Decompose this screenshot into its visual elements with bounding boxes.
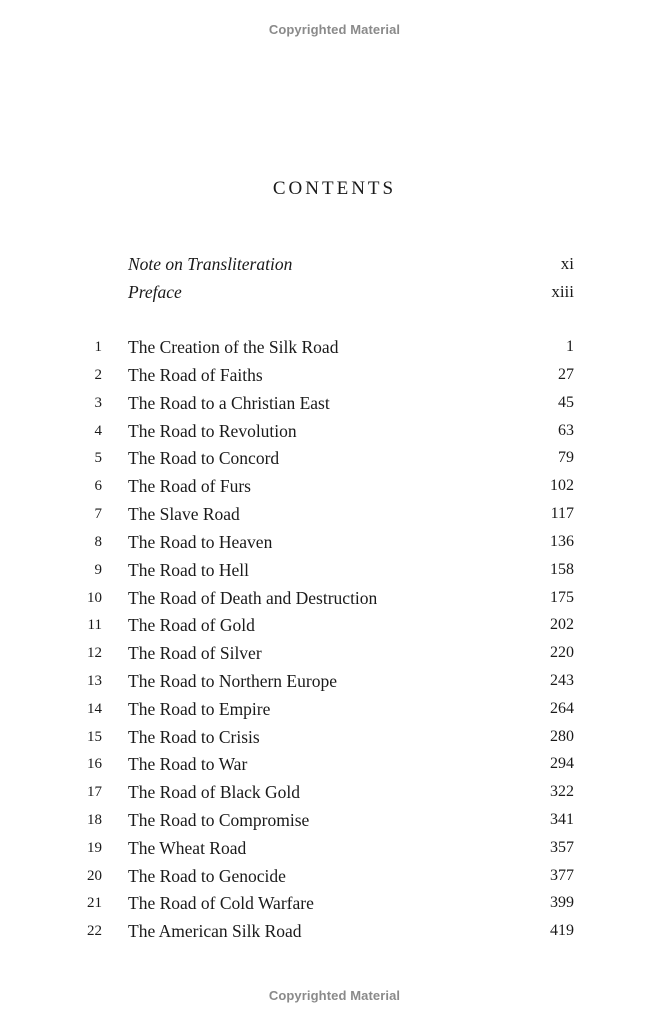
chapter-entry xyxy=(0,363,669,387)
chapter-number: 12 xyxy=(87,645,102,661)
front-matter-entry xyxy=(0,280,669,304)
chapter-entry xyxy=(0,836,669,860)
chapter-page: 45 xyxy=(558,394,574,411)
chapter-page: 419 xyxy=(550,922,574,939)
chapter-entry xyxy=(0,864,669,888)
chapter-title: The Road to Crisis xyxy=(128,727,260,747)
chapter-title: The Road of Black Gold xyxy=(128,782,301,802)
chapter-title: The Road of Faiths xyxy=(128,365,263,385)
chapter-page: 341 xyxy=(550,811,574,828)
chapter-entry xyxy=(0,474,669,498)
chapter-number: 4 xyxy=(94,423,102,439)
chapter-entry xyxy=(0,586,669,610)
chapter-title: The Road to Heaven xyxy=(128,532,273,552)
chapter-number: 16 xyxy=(87,756,102,772)
chapter-entry xyxy=(0,752,669,776)
chapter-title: The Wheat Road xyxy=(128,838,247,858)
chapter-entry xyxy=(0,780,669,804)
chapter-number: 22 xyxy=(87,923,102,939)
chapter-page: 79 xyxy=(558,449,574,466)
chapter-entry xyxy=(0,558,669,582)
chapter-entry xyxy=(0,919,669,943)
chapter-number: 19 xyxy=(87,840,102,856)
chapter-page: 357 xyxy=(550,839,574,856)
contents-heading: CONTENTS xyxy=(272,178,397,199)
chapter-page: 294 xyxy=(550,755,574,772)
chapter-title: The Road of Gold xyxy=(128,615,255,635)
chapter-title: The Slave Road xyxy=(128,504,240,524)
chapter-entry xyxy=(0,446,669,470)
chapter-title: The Road to a Christian East xyxy=(128,393,330,413)
chapter-entry xyxy=(0,391,669,415)
chapter-entry xyxy=(0,613,669,637)
chapter-number: 7 xyxy=(94,506,102,522)
chapter-number: 3 xyxy=(94,395,102,411)
chapter-page: 63 xyxy=(558,422,574,439)
entry-page: xi xyxy=(560,254,574,273)
chapter-title: The Road to Compromise xyxy=(128,810,310,830)
chapter-title: The Road to Hell xyxy=(128,560,250,580)
front-matter-entry xyxy=(0,252,669,276)
chapter-number: 11 xyxy=(87,617,102,633)
chapter-number: 6 xyxy=(94,478,102,494)
copyright-watermark-top: Copyrighted Material xyxy=(268,22,401,37)
chapter-page: 264 xyxy=(550,700,574,717)
chapter-entry xyxy=(0,502,669,526)
chapter-page: 1 xyxy=(566,338,574,355)
chapter-title: The Road to War xyxy=(128,754,248,774)
chapter-title: The Creation of the Silk Road xyxy=(128,337,339,357)
chapter-page: 136 xyxy=(550,533,574,550)
chapter-page: 117 xyxy=(550,505,574,522)
chapter-title: The Road of Silver xyxy=(128,643,262,663)
chapter-number: 15 xyxy=(87,729,102,745)
chapter-number: 20 xyxy=(87,868,102,884)
entry-page: xiii xyxy=(551,282,574,301)
chapter-page: 322 xyxy=(550,783,574,800)
chapter-page: 377 xyxy=(550,867,574,884)
chapter-title: The Road to Genocide xyxy=(128,866,286,886)
chapter-page: 102 xyxy=(550,477,574,494)
chapter-title: The Road of Furs xyxy=(128,476,251,496)
chapter-entry xyxy=(0,641,669,665)
chapter-page: 158 xyxy=(550,561,574,578)
chapter-title: The Road to Northern Europe xyxy=(128,671,337,691)
chapter-title: The Road of Death and Destruction xyxy=(128,588,378,608)
chapter-title: The Road to Concord xyxy=(128,448,280,468)
chapter-entry xyxy=(0,419,669,443)
chapter-entry xyxy=(0,808,669,832)
chapter-number: 10 xyxy=(87,590,102,606)
entry-title: Preface xyxy=(128,282,182,302)
chapter-entry xyxy=(0,891,669,915)
chapter-entry xyxy=(0,530,669,554)
chapter-entry xyxy=(0,697,669,721)
chapter-number: 1 xyxy=(94,339,102,355)
copyright-watermark-bottom: Copyrighted Material xyxy=(268,988,401,1003)
chapter-number: 9 xyxy=(94,562,102,578)
chapter-entry xyxy=(0,725,669,749)
chapter-title: The Road to Empire xyxy=(128,699,271,719)
chapter-page: 220 xyxy=(550,644,574,661)
chapter-title: The Road of Cold Warfare xyxy=(128,893,314,913)
chapter-entry xyxy=(0,335,669,359)
entry-title: Note on Transliteration xyxy=(128,254,293,274)
chapter-number: 18 xyxy=(87,812,102,828)
chapter-page: 280 xyxy=(550,728,574,745)
chapter-number: 8 xyxy=(94,534,102,550)
chapter-page: 27 xyxy=(558,366,574,383)
chapter-number: 2 xyxy=(94,367,102,383)
chapter-title: The American Silk Road xyxy=(128,921,302,941)
chapter-number: 14 xyxy=(87,701,102,717)
chapter-title: The Road to Revolution xyxy=(128,421,297,441)
chapter-page: 175 xyxy=(550,589,574,606)
chapter-page: 243 xyxy=(550,672,574,689)
chapter-number: 21 xyxy=(87,895,102,911)
chapter-number: 17 xyxy=(87,784,102,800)
chapter-page: 399 xyxy=(550,894,574,911)
chapter-page: 202 xyxy=(550,616,574,633)
chapter-entry xyxy=(0,669,669,693)
chapter-number: 5 xyxy=(94,450,102,466)
chapter-number: 13 xyxy=(87,673,102,689)
